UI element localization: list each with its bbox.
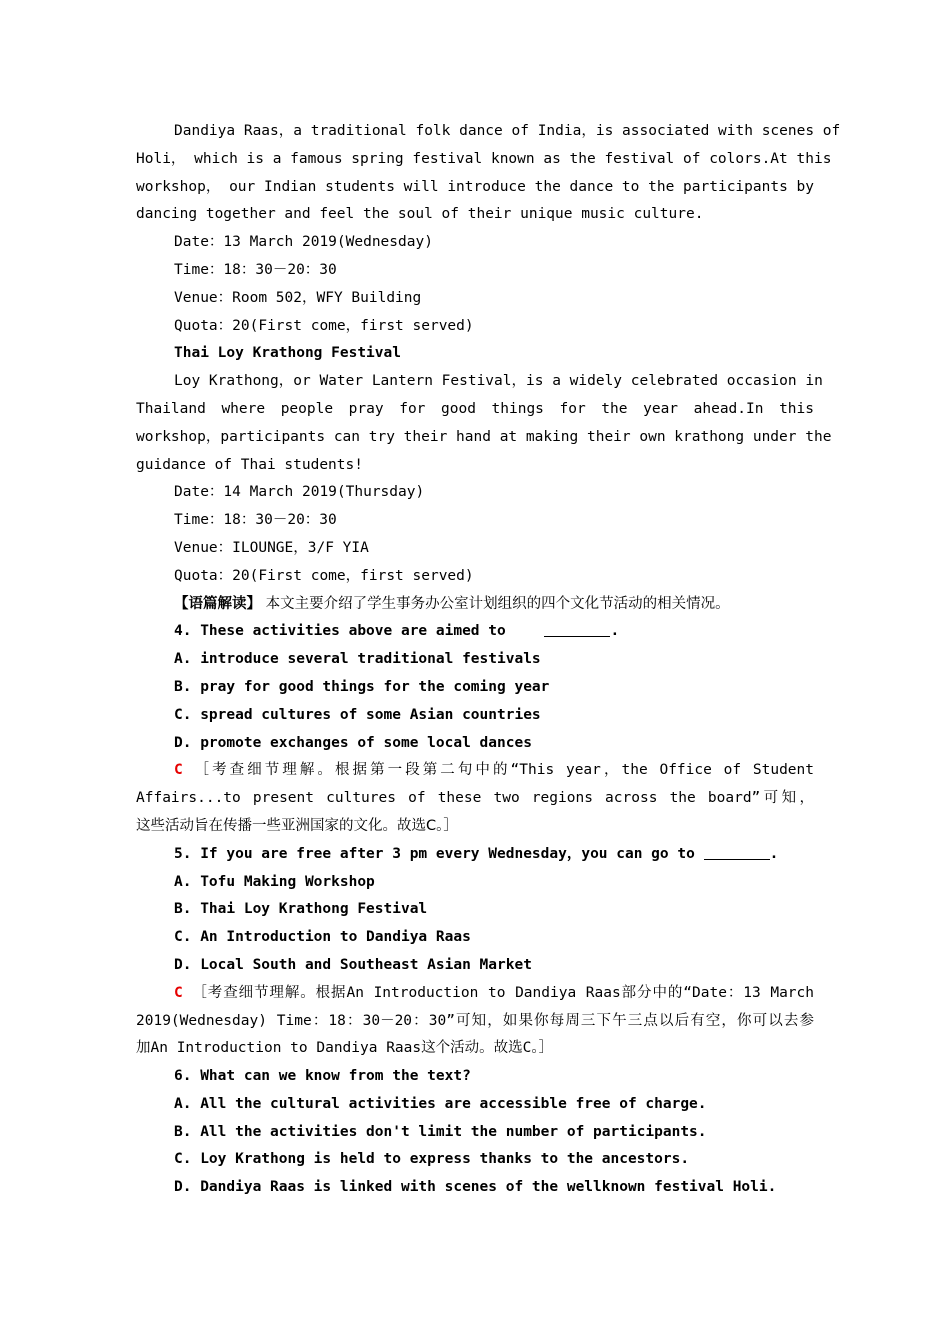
thai-date: Date：14 March 2019(Thursday) <box>174 484 425 501</box>
text-line <box>136 980 814 1008</box>
text-line: Dandiya Raas，a traditional folk dance of India，is associated with scenes of <box>174 123 841 139</box>
analysis-text: 本文主要介绍了学生事务办公室计划组织的四个文化节活动的相关情况。 <box>261 595 730 612</box>
text-line: dancing together and feel the soul of their unique music culture. <box>136 206 704 223</box>
question-stem-text: 5. If you are free after 3 pm every Wednesday，you can go to <box>174 845 704 862</box>
question-5-option-d: D. Local South and Southeast Asian Market <box>174 956 532 973</box>
document-body <box>136 118 841 1202</box>
stem-end: . <box>769 845 779 862</box>
text-line: guidance of Thai students! <box>136 456 363 473</box>
answer-blank <box>544 620 610 637</box>
text-line: workshop， our Indian students will introduce the dance to the participants by <box>136 178 814 195</box>
question-6-stem: 6. What can we know from the text? <box>174 1068 471 1085</box>
text-line: 加An Introduction to Dandiya Raas这个活动。故选C。］ <box>136 1040 554 1057</box>
dandiya-venue: Venue：Room 502，WFY Building <box>174 289 422 306</box>
question-5-option-c: C. An Introduction to Dandiya Raas <box>174 929 471 946</box>
question-4-explanation <box>136 757 814 840</box>
question-6-option-b: B. All the activities don't limit the number of participants. <box>174 1123 707 1140</box>
dandiya-time: Time：18：30－20：30 <box>174 261 337 278</box>
text-line: Holi， which is a famous spring festival known as the festival of colors.At this <box>136 150 832 167</box>
question-4-option-d: D. promote exchanges of some local dances <box>174 734 532 751</box>
question-5-option-a: A. Tofu Making Workshop <box>174 873 375 890</box>
question-6-option-d: D. Dandiya Raas is linked with scenes of the wellknown festival Holi. <box>174 1179 777 1196</box>
explanation-text: ［考查细节理解。根据An Introduction to Dandiya Raas部分中的“Date：13 March <box>182 984 814 1001</box>
thai-quota: Quota：20(First come，first served) <box>174 567 474 584</box>
answer-letter: C <box>174 984 183 1001</box>
question-4-option-c: C. spread cultures of some Asian countries <box>174 706 541 723</box>
question-4-option-b: B. pray for good things for the coming year <box>174 678 550 695</box>
passage-analysis <box>136 591 814 619</box>
text-line: Affairs...to present cultures of these two regions across the board”可知， <box>136 790 814 807</box>
question-stem-text: 4. These activities above are aimed to <box>174 623 515 640</box>
question-6-option-c: C. Loy Krathong is held to express thanks to the ancestors. <box>174 1151 690 1168</box>
text-line: 这些活动旨在传播一些亚洲国家的文化。故选C。］ <box>136 817 458 834</box>
thai-venue: Venue：ILOUNGE，3/F YIA <box>174 539 369 556</box>
dandiya-date: Date：13 March 2019(Wednesday) <box>174 234 433 251</box>
thai-workshop-title: Thai Loy Krathong Festival <box>174 345 401 362</box>
answer-blank <box>704 843 770 860</box>
text-line: Thailand where people pray for good things for the year ahead.In this <box>136 400 814 417</box>
question-6-option-a: A. All the cultural activities are accessible free of charge. <box>174 1095 707 1112</box>
question-4-option-a: A. introduce several traditional festivals <box>174 651 541 668</box>
thai-description <box>136 368 832 479</box>
text-line: Loy Krathong，or Water Lantern Festival，is a widely celebrated occasion in <box>174 373 823 390</box>
dandiya-description <box>136 118 841 229</box>
question-5-stem <box>136 841 814 869</box>
stem-end: . <box>610 623 620 640</box>
analysis-label: 【语篇解读】 <box>174 595 261 612</box>
text-line <box>136 757 814 785</box>
question-5-explanation <box>136 980 814 1063</box>
dandiya-quota: Quota：20(First come，first served) <box>174 317 474 334</box>
question-5-option-b: B. Thai Loy Krathong Festival <box>174 901 428 918</box>
answer-letter: C <box>174 762 183 779</box>
text-line: 2019(Wednesday) Time：18：30－20：30”可知，如果你每周三下午三点以后有空，你可以去参 <box>136 1012 814 1029</box>
thai-time: Time：18：30－20：30 <box>174 512 337 529</box>
question-4-stem <box>136 618 814 646</box>
text-line: workshop，participants can try their hand at making their own krathong under the <box>136 428 832 445</box>
explanation-text: ［考查细节理解。根据第一段第二句中的“This year，the Office of Student <box>182 762 814 779</box>
